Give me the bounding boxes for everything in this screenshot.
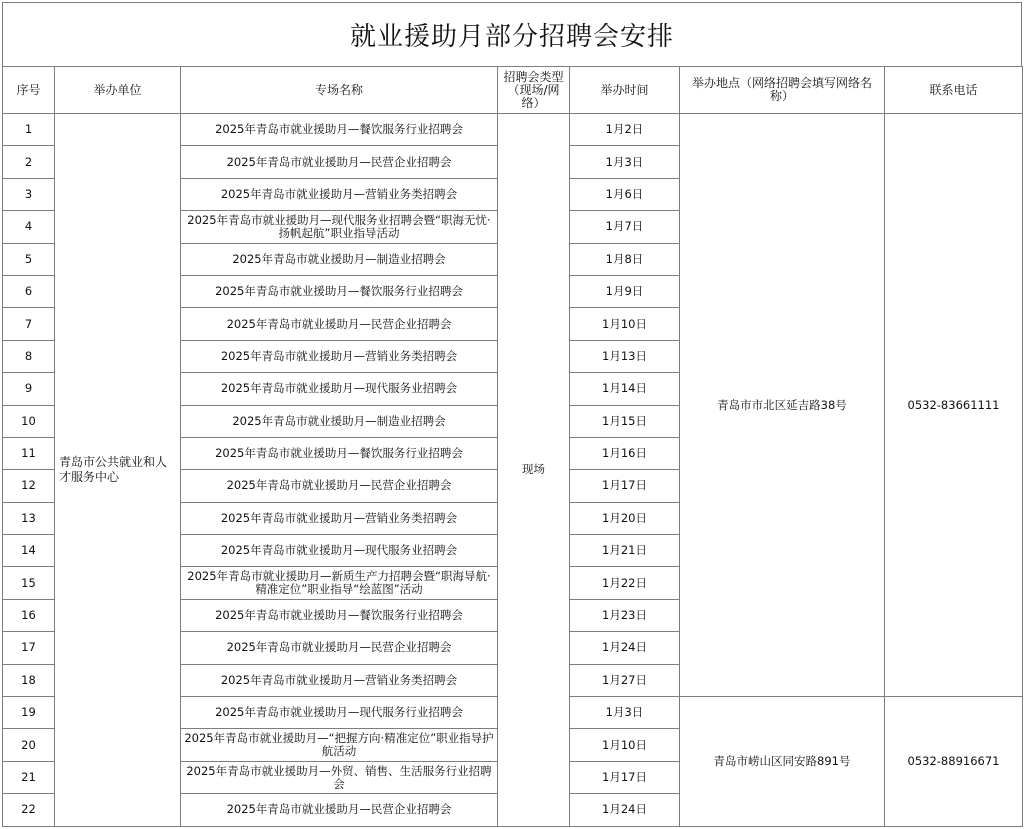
- cell-seq[interactable]: 21: [3, 761, 55, 793]
- header-location-label: 举办地点（网络招聘会填写网络名称）: [691, 76, 872, 103]
- cell-seq[interactable]: 3: [3, 178, 55, 210]
- cell-seq[interactable]: 16: [3, 599, 55, 631]
- cell-seq[interactable]: 18: [3, 664, 55, 696]
- header-location[interactable]: [680, 67, 885, 114]
- cell-time[interactable]: 1月7日: [570, 211, 680, 243]
- cell-seq[interactable]: 14: [3, 535, 55, 567]
- cell-seq[interactable]: 11: [3, 437, 55, 469]
- cell-time[interactable]: 1月22日: [570, 567, 680, 599]
- cell-seq[interactable]: 19: [3, 697, 55, 729]
- cell-phone[interactable]: 0532-83661111: [885, 114, 1023, 697]
- cell-time[interactable]: 1月13日: [570, 340, 680, 372]
- cell-name[interactable]: 2025年青岛市就业援助月—民营企业招聘会: [181, 794, 498, 826]
- header-name[interactable]: 专场名称: [181, 67, 498, 114]
- cell-time[interactable]: 1月17日: [570, 470, 680, 502]
- header-row: [3, 67, 1023, 114]
- cell-time[interactable]: 1月8日: [570, 243, 680, 275]
- header-phone[interactable]: 联系电话: [885, 67, 1023, 114]
- cell-time[interactable]: 1月6日: [570, 178, 680, 210]
- schedule-table: [2, 66, 1023, 827]
- header-type[interactable]: [498, 67, 570, 114]
- cell-seq[interactable]: 2: [3, 146, 55, 178]
- cell-time[interactable]: 1月27日: [570, 664, 680, 696]
- sheet-title: 就业援助月部分招聘会安排: [2, 2, 1022, 66]
- cell-seq[interactable]: 4: [3, 211, 55, 243]
- cell-name[interactable]: 2025年青岛市就业援助月—现代服务业招聘会: [181, 535, 498, 567]
- cell-time[interactable]: 1月17日: [570, 761, 680, 793]
- cell-name[interactable]: 2025年青岛市就业援助月—现代服务行业招聘会: [181, 697, 498, 729]
- cell-name[interactable]: 2025年青岛市就业援助月—营销业务类招聘会: [181, 178, 498, 210]
- cell-name[interactable]: 2025年青岛市就业援助月—餐饮服务行业招聘会: [181, 437, 498, 469]
- cell-name[interactable]: 2025年青岛市就业援助月—现代服务业招聘会: [181, 373, 498, 405]
- cell-name[interactable]: 2025年青岛市就业援助月—餐饮服务行业招聘会: [181, 114, 498, 146]
- cell-seq[interactable]: 6: [3, 275, 55, 307]
- cell-seq[interactable]: 8: [3, 340, 55, 372]
- cell-seq[interactable]: 9: [3, 373, 55, 405]
- cell-seq[interactable]: 13: [3, 502, 55, 534]
- cell-name[interactable]: 2025年青岛市就业援助月—现代服务业招聘会暨“职海无忧·扬帆起航”职业指导活动: [181, 211, 498, 243]
- cell-name[interactable]: 2025年青岛市就业援助月—营销业务类招聘会: [181, 502, 498, 534]
- cell-time[interactable]: 1月20日: [570, 502, 680, 534]
- cell-phone[interactable]: 0532-88916671: [885, 697, 1023, 827]
- cell-name[interactable]: 2025年青岛市就业援助月—餐饮服务行业招聘会: [181, 275, 498, 307]
- cell-type[interactable]: 现场: [498, 114, 570, 827]
- cell-name[interactable]: 2025年青岛市就业援助月—营销业务类招聘会: [181, 664, 498, 696]
- cell-time[interactable]: 1月2日: [570, 114, 680, 146]
- cell-time[interactable]: 1月3日: [570, 146, 680, 178]
- cell-seq[interactable]: 15: [3, 567, 55, 599]
- cell-time[interactable]: 1月23日: [570, 599, 680, 631]
- cell-time[interactable]: 1月9日: [570, 275, 680, 307]
- cell-time[interactable]: 1月24日: [570, 632, 680, 664]
- cell-name[interactable]: 2025年青岛市就业援助月—民营企业招聘会: [181, 146, 498, 178]
- header-organizer[interactable]: 举办单位: [55, 67, 181, 114]
- cell-name[interactable]: 2025年青岛市就业援助月—“把握方向·精准定位”职业指导护航活动: [181, 729, 498, 761]
- cell-time[interactable]: 1月10日: [570, 729, 680, 761]
- cell-location[interactable]: 青岛市崂山区同安路891号: [680, 697, 885, 827]
- cell-location[interactable]: 青岛市市北区延吉路38号: [680, 114, 885, 697]
- cell-time[interactable]: 1月21日: [570, 535, 680, 567]
- table-row: [3, 114, 1023, 146]
- cell-name[interactable]: 2025年青岛市就业援助月—民营企业招聘会: [181, 470, 498, 502]
- cell-seq[interactable]: 5: [3, 243, 55, 275]
- cell-time[interactable]: 1月24日: [570, 794, 680, 826]
- cell-seq[interactable]: 20: [3, 729, 55, 761]
- header-seq[interactable]: 序号: [3, 67, 55, 114]
- cell-name[interactable]: 2025年青岛市就业援助月—制造业招聘会: [181, 405, 498, 437]
- cell-time[interactable]: 1月14日: [570, 373, 680, 405]
- table-body: [3, 114, 1023, 827]
- cell-seq[interactable]: 10: [3, 405, 55, 437]
- cell-time[interactable]: 1月3日: [570, 697, 680, 729]
- cell-seq[interactable]: 22: [3, 794, 55, 826]
- cell-name[interactable]: 2025年青岛市就业援助月—制造业招聘会: [181, 243, 498, 275]
- cell-seq[interactable]: 7: [3, 308, 55, 340]
- cell-name[interactable]: 2025年青岛市就业援助月—民营企业招聘会: [181, 632, 498, 664]
- cell-organizer[interactable]: 青岛市公共就业和人才服务中心: [55, 114, 181, 827]
- cell-time[interactable]: 1月15日: [570, 405, 680, 437]
- cell-seq[interactable]: 12: [3, 470, 55, 502]
- cell-time[interactable]: 1月10日: [570, 308, 680, 340]
- cell-seq[interactable]: 17: [3, 632, 55, 664]
- cell-name[interactable]: 2025年青岛市就业援助月—民营企业招聘会: [181, 308, 498, 340]
- cell-seq[interactable]: 1: [3, 114, 55, 146]
- header-type-label: 招聘会类型（现场/网络）: [503, 69, 564, 110]
- cell-time[interactable]: 1月16日: [570, 437, 680, 469]
- cell-name[interactable]: 2025年青岛市就业援助月—餐饮服务行业招聘会: [181, 599, 498, 631]
- cell-name[interactable]: 2025年青岛市就业援助月—外贸、销售、生活服务行业招聘会: [181, 761, 498, 793]
- cell-name[interactable]: 2025年青岛市就业援助月—新质生产力招聘会暨“职海导航·精准定位”职业指导“绘蓝图”活动: [181, 567, 498, 599]
- cell-name[interactable]: 2025年青岛市就业援助月—营销业务类招聘会: [181, 340, 498, 372]
- header-time[interactable]: 举办时间: [570, 67, 680, 114]
